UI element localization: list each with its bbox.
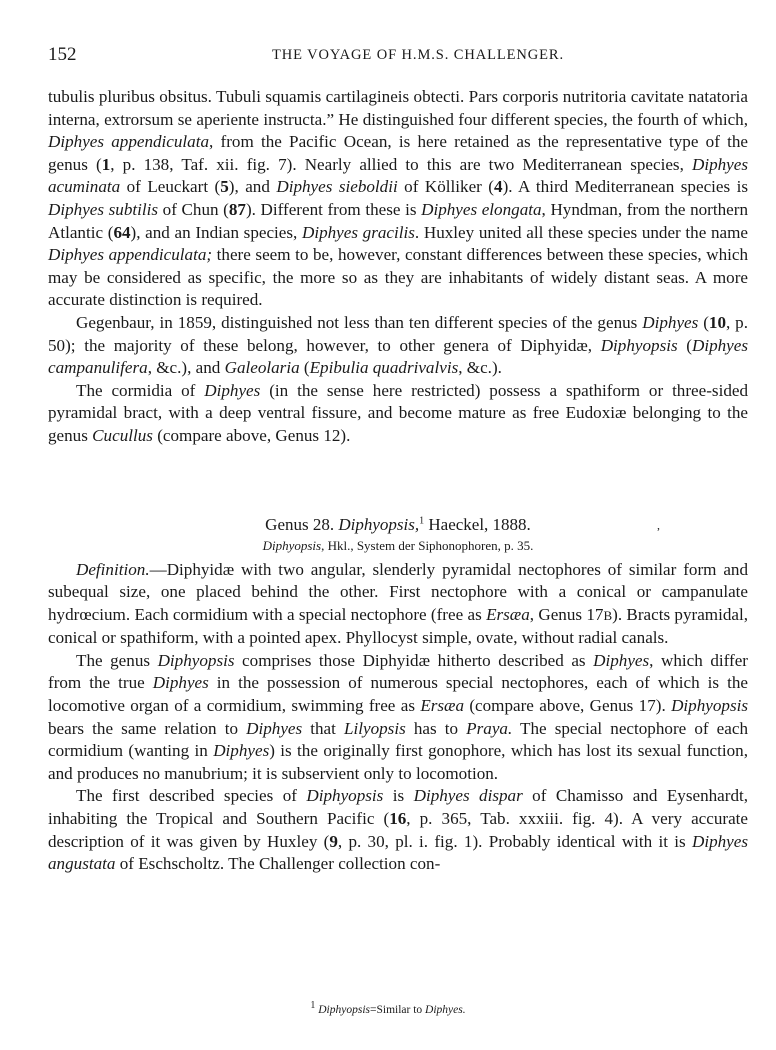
definition-label: Definition.: [76, 559, 150, 579]
page-number: 152: [48, 44, 77, 65]
paragraph-gegenbaur: Gegenbaur, in 1859, distinguished not less than ten different species of the genus Diphyes (10, p. 50); the majority of these belong, however, to other genera of Diphyidæ, Diphyopsis (Diphyes campanulifera, &c.), and Galeolaria (Epibulia quadrivalvis, &c.).: [48, 312, 749, 378]
paragraph-cormidia: The cormidia of Diphyes (in the sense here restricted) possess a spathiform or three-sided pyramidal bract, with a deep ventral fissure, and become mature as free Eudoxiæ belonging to the genus Cucullus (compare above, Genus 12).: [48, 380, 748, 445]
paragraph-definition: Definition.—Diphyidæ with two angular, slenderly pyramidal nectophores of similar form and subequal size, one placed behind the other. First nectophore with a conical or campanulate hydrœcium. Each cormidium with a special nectophore (free as Ersæa, Genus 17B). Bracts pyramidal, conical or spathiform, with a pointed apex. Phyllocyst simple, ovate, without radial canals.: [48, 559, 748, 648]
page-header: [48, 44, 748, 74]
paragraph-continued: tubulis pluribus obsitus. Tubuli squamis cartilagineis obtecti. Pars corporis nutritoria cavitate natatoria interna, extrorsum se aperiente instructa.” He distinguished four different species, the fourth of which, Diphyes appendiculata, from the Pacific Ocean, is here retained as the representative type of the genus (1, p. 138, Taf. xii. fig. 7). Nearly allied to this are two Mediterranean species, Diphyes acuminata of Leuckart (5), and Diphyes sieboldii of Kölliker (4). A third Mediterranean species is Diphyes subtilis of Chun (87). Different from these is Diphyes elongata, Hyndman, from the northern Atlantic (64), and an Indian species, Diphyes gracilis. Huxley united all these species under the name Diphyes appendiculata; there seem to be, however, constant differences between these species, which may be considered as specific, the more so as they are inhabitants of widely distant seas. A more accurate distinction is required.: [48, 87, 749, 310]
body-text: [48, 86, 748, 876]
running-title: THE VOYAGE OF H.M.S. CHALLENGER.: [272, 47, 564, 63]
genus-reference: Diphyopsis, Hkl., System der Siphonophoren, p. 35.: [262, 537, 534, 553]
genus-heading: Genus 28. Diphyopsis,$^1$ Haeckel, 1888. ,: [265, 514, 660, 534]
paragraph-genus-comprises: The genus Diphyopsis comprises those Diphyidæ hitherto described as Diphyes, which differ from the true Diphyes in the possession of numerous special nectophores, each of which is the locomotive organ of a cormidium, swimming free as Ersæa (compare above, Genus 17). Diphyopsis bears the same relation to Diphyes that Lilyopsis has to Praya. The special nectophore of each cormidium (wanting in Diphyes) is the originally first gonophore, which has lost its sexual function, and produces no manubrium; it is subservient only to locomotion.: [48, 650, 749, 783]
stray-mark: ,: [657, 517, 660, 532]
footnote: $^1$ Diphyopsis=Similar to Diphyes.: [310, 1000, 466, 1016]
paragraph-first-species: The first described species of Diphyopsis is Diphyes dispar of Chamisso and Eysenhardt, inhabiting the Tropical and Southern Pacific (16, p. 365, Tab. xxxiii. fig. 4). A very accurate description of it was given by Huxley (9, p. 30, pl. i. fig. 1). Probably identical with it is Diphyes angustata of Eschscholtz. The Challenger collection con-: [48, 786, 749, 874]
footnote-mark: 1: [419, 514, 425, 526]
section-spacer: [48, 448, 748, 514]
